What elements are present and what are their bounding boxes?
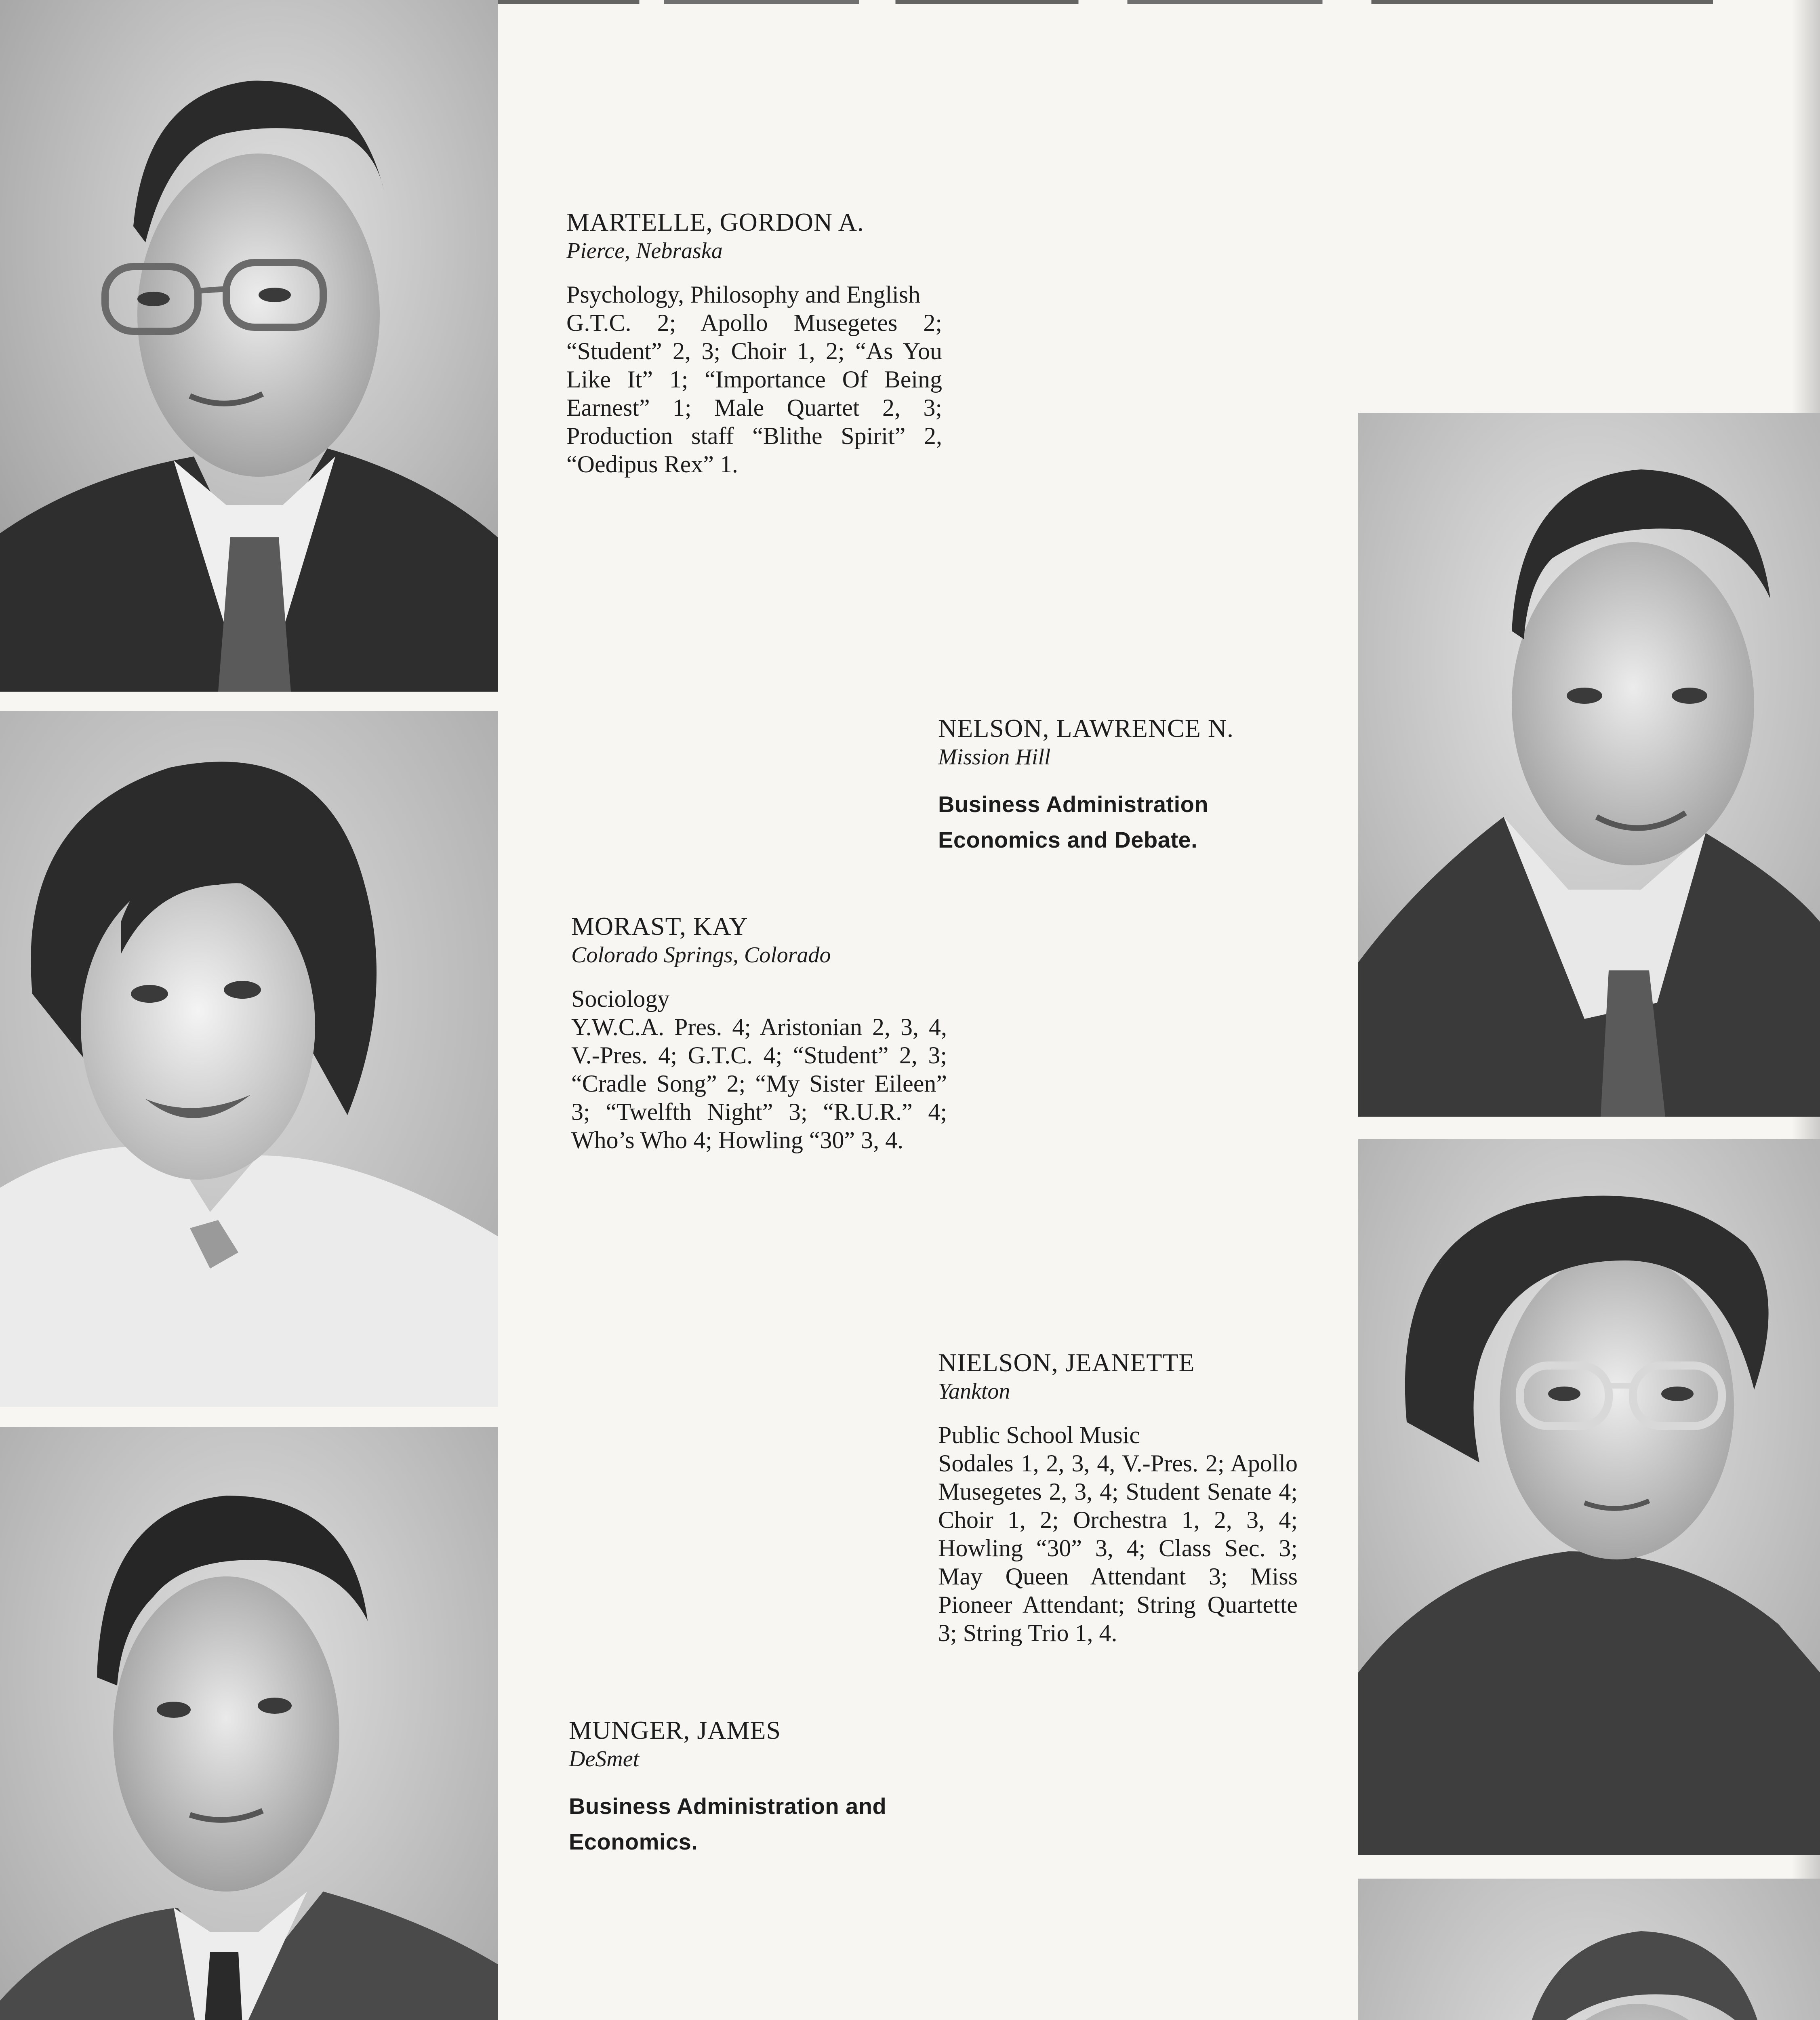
student-hometown: Colorado Springs, Colorado [571,943,831,968]
student-activities: Sodales 1, 2, 3, 4, V.-Pres. 2; Apollo Musegetes 2, 3, 4; Student Senate 4; Choir 1, 2; Orchestra 1, 2, 3, 4; Howling “30” 3, 4; Class Sec. 3; May Queen Attendant 3; Miss Pioneer Attendant; String Quartette 3; String Trio 1, 4. [938,1450,1298,1646]
student-entry-munger [569,1715,945,1860]
student-name: NELSON, LAWRENCE N. [938,714,1234,743]
student-major: Psychology, Philosophy and English [566,281,921,308]
student-entry-nelson [938,713,1314,858]
student-entry-morast [571,911,947,1154]
student-entry-martelle [566,207,942,478]
student-entry-nielson [938,1347,1298,1647]
student-name: MUNGER, JAMES [569,1716,781,1744]
portrait-photo-martelle [0,0,498,692]
student-name: NIELSON, JEANETTE [938,1348,1195,1377]
portrait-photo-munger [0,1427,498,2020]
student-major: Sociology [571,985,670,1012]
portrait-photo-ray [1358,1879,1820,2020]
student-major: Public School Music [938,1422,1140,1448]
portrait-photo-nielson [1358,1139,1820,1855]
top-edge-band [493,0,1713,4]
student-name: MORAST, KAY [571,912,748,941]
student-hometown: DeSmet [569,1746,640,1772]
student-hometown: Pierce, Nebraska [566,238,723,263]
portrait-photo-morast [0,711,498,1407]
student-hometown: Mission Hill [938,745,1051,770]
portrait-photo-nelson [1358,413,1820,1117]
student-major: Business Administration Economics and Debate. [938,791,1209,852]
student-activities: Y.W.C.A. Pres. 4; Aristonian 2, 3, 4, V.-Pres. 4; G.T.C. 4; “Student” 2, 3; “Cradle Song” 2; “My Sister Eileen” 3; “Twelfth Night” 3; “R.U.R.” 4; Who’s Who 4; Howling “30” 3, 4. [571,1014,947,1153]
student-hometown: Yankton [938,1379,1010,1404]
student-major: Business Administration and Economics. [569,1793,887,1854]
student-activities: G.T.C. 2; Apollo Musegetes 2; “Student” 2, 3; Choir 1, 2; “As You Like It” 1; “Importance Of Being Earnest” 1; Male Quartet 2, 3; Production staff “Blithe Spirit” 2, “Oedipus Rex” 1. [566,309,942,478]
student-name: MARTELLE, GORDON A. [566,208,864,236]
